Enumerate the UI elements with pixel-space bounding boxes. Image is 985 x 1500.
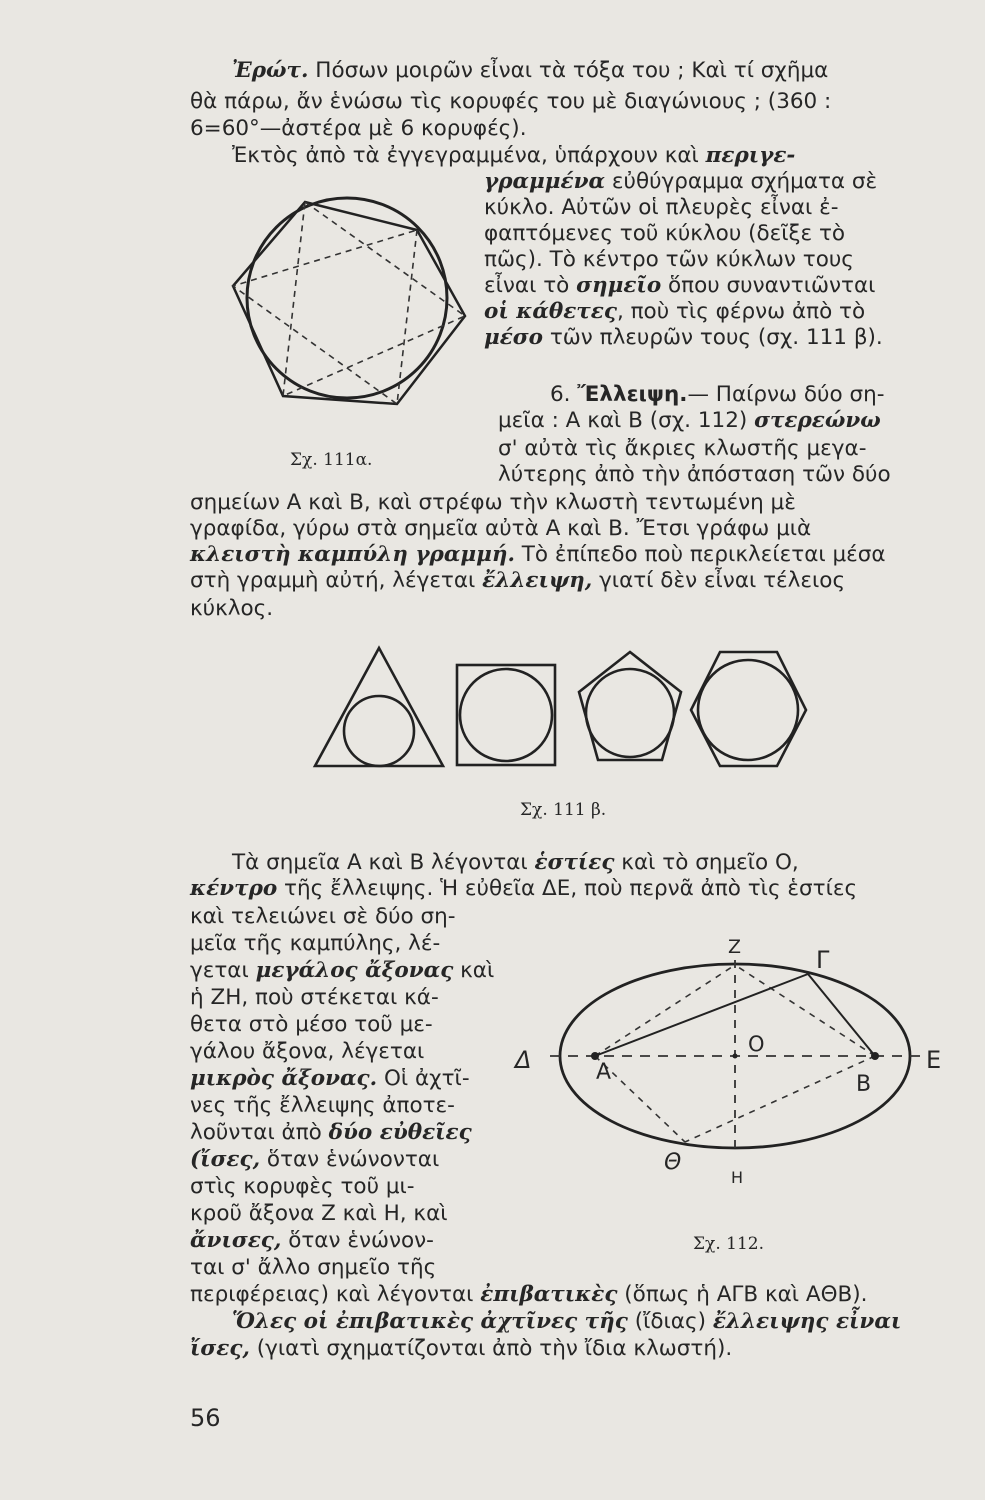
text-line: Ἐρώτ. Πόσων μοιρῶν εἶναι τὰ τόξα του ; Καὶ τί σχῆμα (232, 58, 829, 83)
text-line: γεται μεγάλος ἄξονας καὶ (190, 958, 495, 983)
text-line: γραφίδα, γύρω στὰ σημεῖα αὐτὰ Α καὶ Β. Ἔτσι γράφω μιὰ (190, 516, 812, 541)
text-line: οἱ κάθετες, ποὺ τὶς φέρνω ἀπὸ τὸ (484, 299, 866, 324)
figure-111a (225, 190, 475, 420)
text-line: Τὰ σημεῖα Α καὶ Β λέγονται ἑστίες καὶ τὸ σημεῖο Ο, (232, 850, 799, 875)
text-line: κέντρο τῆς ἔλλειψης. Ἡ εὐθεῖα ΔΕ, ποὺ περνᾶ ἀπὸ τὶς ἑστίες (190, 876, 858, 901)
label-TH: Θ (664, 1150, 682, 1175)
text-line: Ἐκτὸς ἀπὸ τὰ ἐγγεγραμμένα, ὑπάρχουν καὶ περιγε- (232, 143, 796, 168)
text-line: θετα στὸ μέσο τοῦ με- (190, 1012, 433, 1037)
text-line: φαπτόμενες τοῦ κύκλου (δεῖξε τὸ (484, 221, 846, 246)
caption-fig111b: Σχ. 111 β. (520, 800, 607, 820)
focus-B (871, 1052, 879, 1060)
text-line: κροῦ ἄξονα Ζ καὶ Η, καὶ (190, 1201, 448, 1226)
page-number: 56 (190, 1404, 221, 1432)
text-line: στὴ γραμμὴ αὐτή, λέγεται ἔλλειψη, γιατί δὲν εἶναι τέλειος (190, 568, 846, 593)
text-line: κύκλο. Αὐτῶν οἱ πλευρὲς εἶναι ἐ- (484, 195, 839, 220)
focal-radius-GB (808, 974, 875, 1056)
text-line: λοῦνται ἀπὸ δύο εὐθεῖες (190, 1120, 472, 1145)
text-line: θὰ πάρω, ἄν ἑνώσω τὶς κορυφές του μὲ διαγώνιους ; (360 : (190, 89, 832, 114)
text-line: στὶς κορυφὲς τοῦ μι- (190, 1174, 415, 1199)
figure-112 (510, 930, 960, 1190)
label-H: Η (731, 1168, 744, 1187)
center-O (733, 1054, 738, 1059)
focus-A (591, 1052, 599, 1060)
text-line: εἶναι τὸ σημεῖο ὅπου συναντιῶνται (484, 273, 876, 298)
text-line: ἴσες, (γιατὶ σχηματίζονται ἀπὸ τὴν ἴδια κλωστή). (190, 1336, 733, 1361)
text-line: ἄνισες, ὅταν ἑνώνον- (190, 1228, 434, 1253)
text-line: (ἴσες, ὅταν ἑνώνονται (190, 1147, 440, 1172)
text-line: νες τῆς ἔλλειψης ἀποτε- (190, 1093, 455, 1118)
text-line: Ὅλες οἱ ἐπιβατικὲς ἀχτῖνες τῆς (ἴδιας) ἔλλειψης εἶναι (232, 1309, 902, 1334)
text-line: σημείων Α καὶ Β, καὶ στρέφω τὴν κλωστὴ τεντωμένη μὲ (190, 490, 796, 515)
label-Z: Ζ (728, 936, 742, 958)
text-line: κλειστὴ καμπύλη γραμμή. Τὸ ἐπίπεδο ποὺ περικλείεται μέσα (190, 542, 886, 567)
caption-fig112: Σχ. 112. (693, 1234, 764, 1254)
text-line: περιφέρειας) καὶ λέγονται ἐπιβατικὲς (ὅπως ἡ ΑΓΒ καὶ ΑΘΒ). (190, 1282, 868, 1307)
text-line: κύκλος. (190, 596, 274, 621)
triangle-shape (315, 648, 443, 766)
caption-fig111a: Σχ. 111α. (290, 450, 373, 470)
text-line: γραμμένα εὐθύγραμμα σχήματα σὲ (484, 169, 878, 194)
text-line: 6=60°—ἀστέρα μὲ 6 κορυφές). (190, 116, 527, 141)
text-line: καὶ τελειώνει σὲ δύο ση- (190, 904, 456, 929)
label-B: Β (856, 1072, 872, 1097)
text-line: σ' αὐτὰ τὶς ἄκριες κλωστῆς μεγα- (498, 436, 867, 461)
label-D: Δ (515, 1046, 532, 1074)
text-line: 6. Ἔλλειψη.— Παίρνω δύο ση- (550, 382, 885, 407)
square-shape (457, 665, 555, 765)
section-title: Ἔλλειψη. (577, 382, 688, 407)
text-line: λύτερης ἀπὸ τὴν ἀπόσταση τῶν δύο (498, 462, 891, 487)
figure-111b (310, 640, 870, 780)
text-line: ται σ' ἄλλο σημεῖο τῆς (190, 1255, 437, 1280)
text-line: γάλου ἄξονα, λέγεται (190, 1039, 425, 1064)
hexagon-shape (691, 652, 806, 766)
label-O: Ο (748, 1032, 765, 1056)
text-line: ἡ ΖΗ, ποὺ στέκεται κά- (190, 985, 439, 1010)
text-line: μέσο τῶν πλευρῶν τους (σχ. 111 β). (484, 325, 883, 350)
focal-radius-AG (595, 974, 808, 1056)
label-E: Ε (926, 1046, 942, 1074)
question-label: Ἐρώτ. (232, 58, 309, 83)
text-line: μικρὸς ἄξονας. Οἱ ἀχτῖ- (190, 1066, 470, 1091)
label-A: Α (596, 1060, 612, 1085)
text-line: μεῖα τῆς καμπύλης, λέ- (190, 931, 441, 956)
text-line: πῶς). Τὸ κέντρο τῶν κύκλων τους (484, 247, 854, 272)
text-line: μεῖα : Α καὶ Β (σχ. 112) στερεώνω (498, 408, 881, 433)
label-G: Γ (816, 946, 830, 974)
